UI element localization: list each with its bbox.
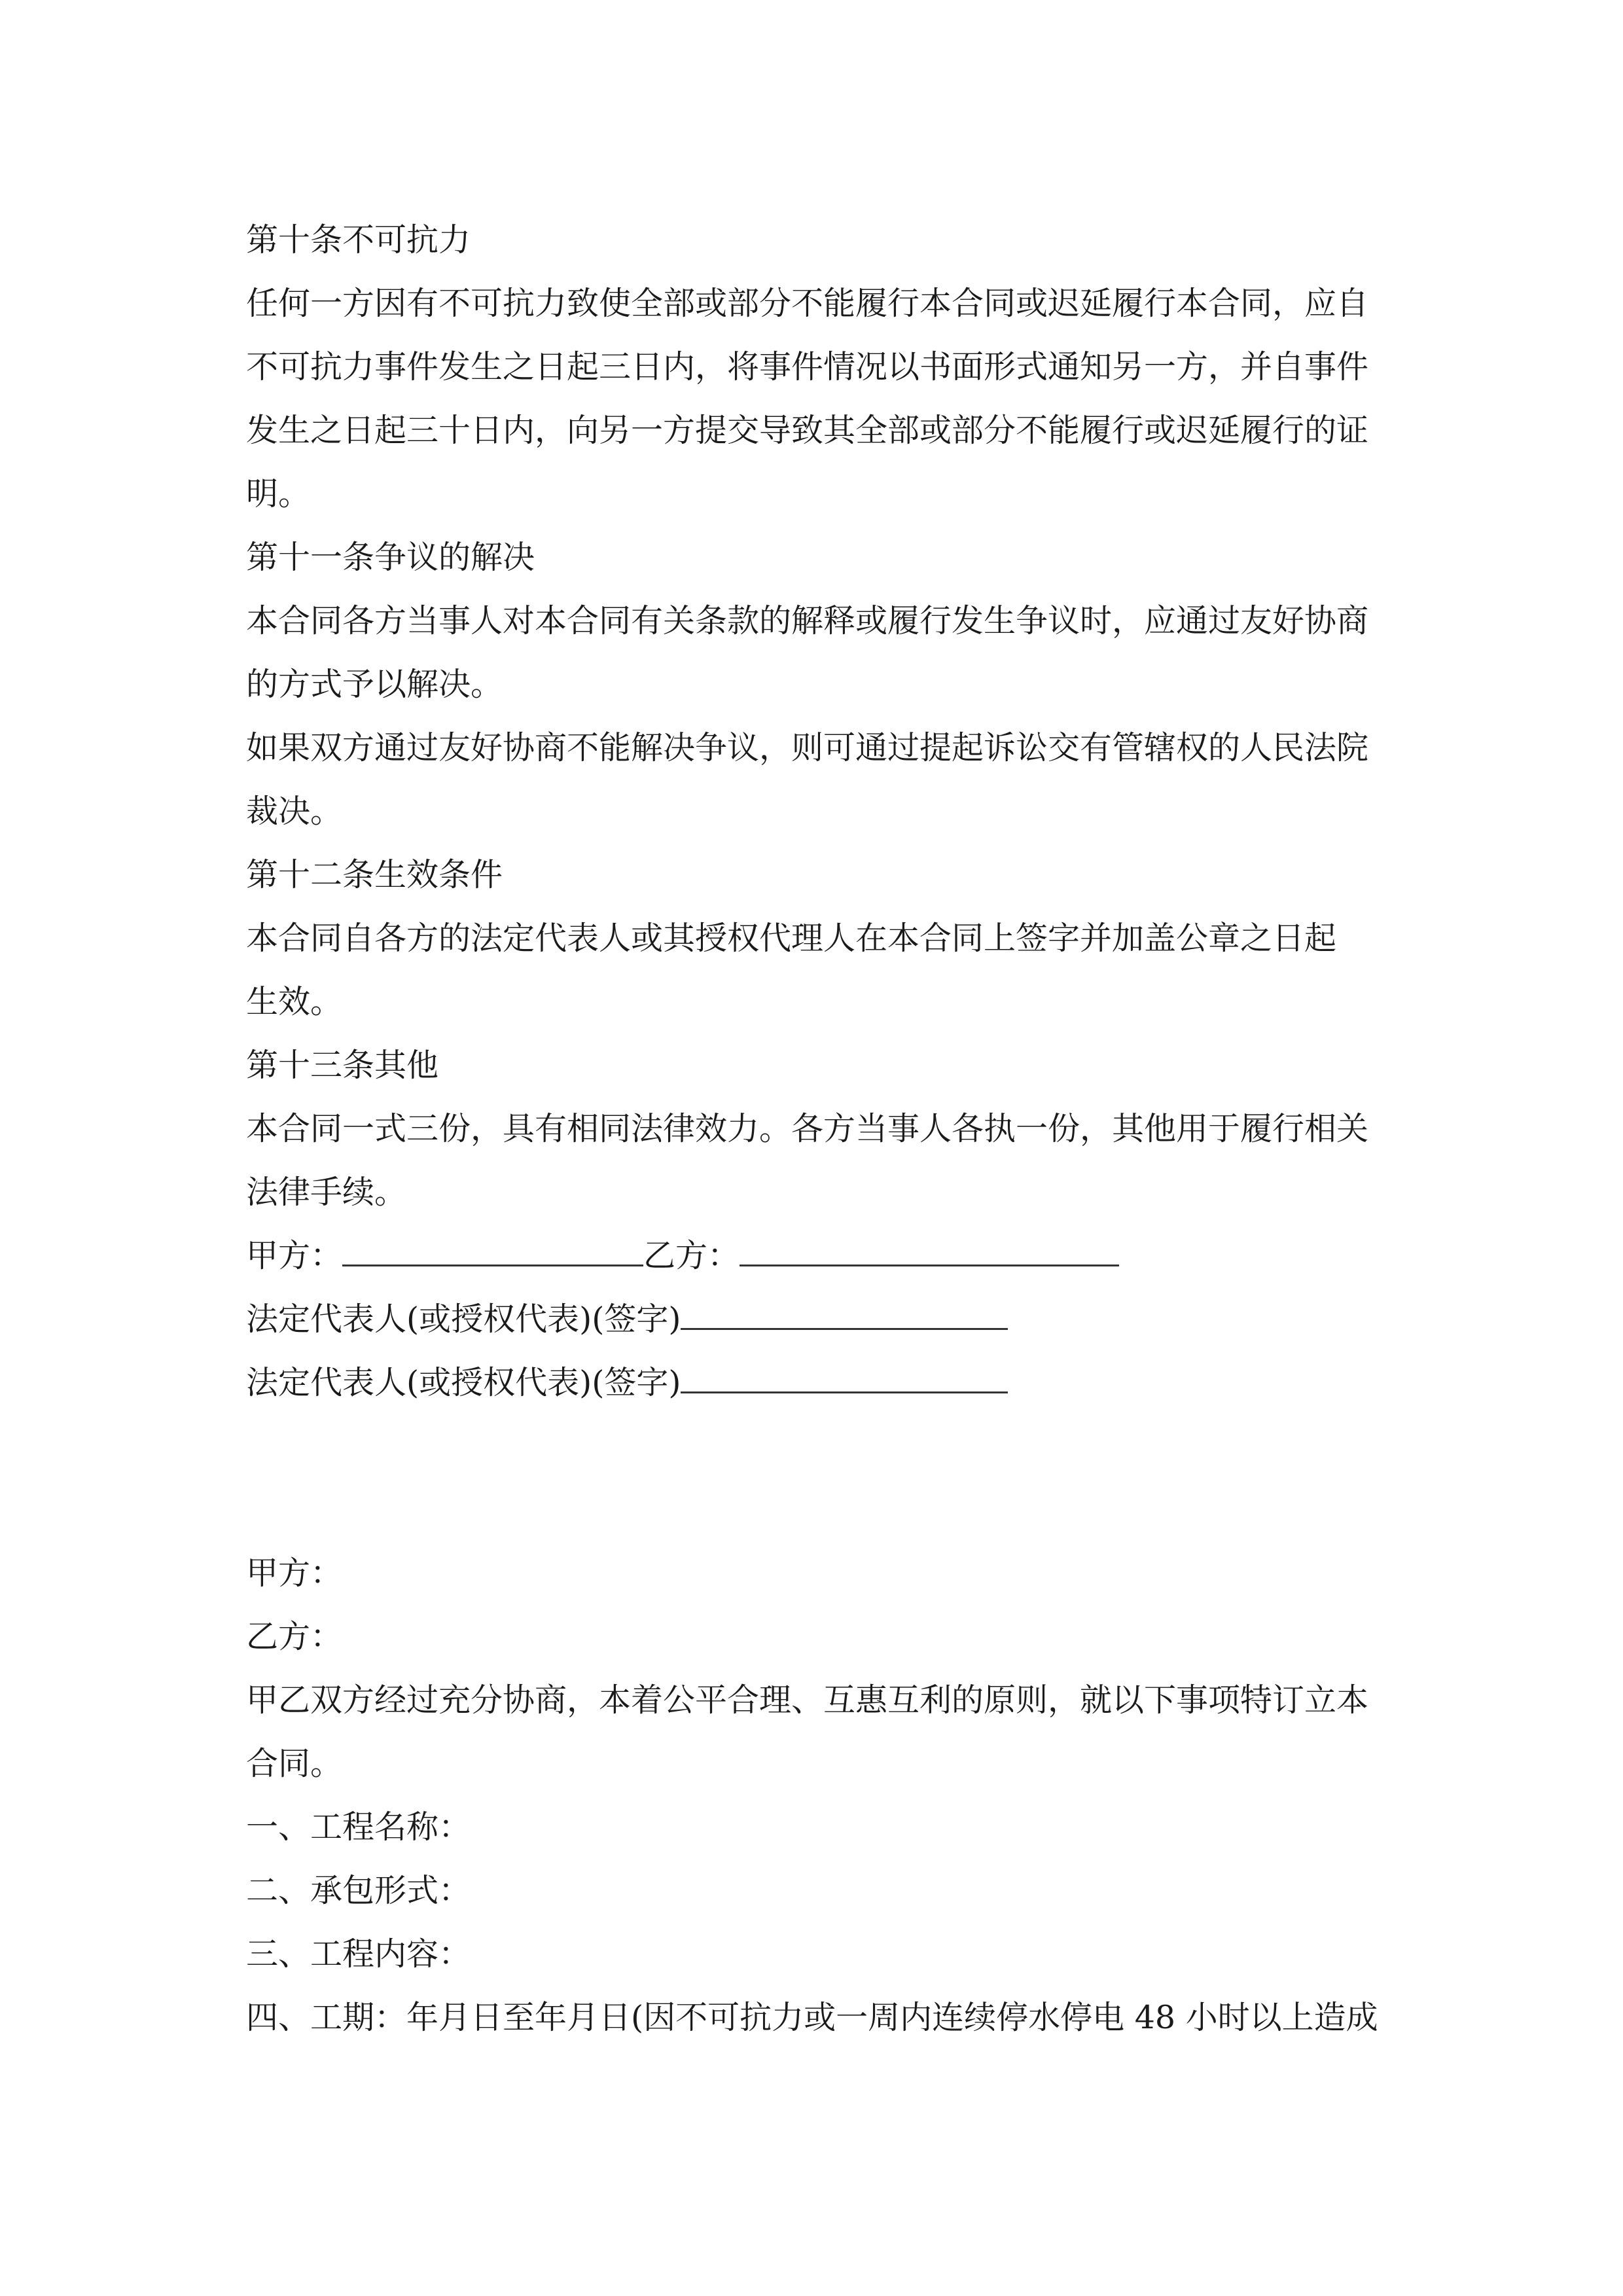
article-10-line-1: 任何一方因有不可抗力致使全部或部分不能履行本合同或迟延履行本合同，应自 [246,285,1369,322]
contract2-item-1: 一、工程名称： [246,1808,471,1846]
article-11-heading: 第十一条争议的解决 [246,539,535,576]
document-body [246,208,1385,2049]
rep-blank-1 [681,1297,1008,1330]
article-11-line-1: 本合同各方当事人对本合同有关条款的解释或履行发生争议时，应通过友好协商 [246,602,1369,639]
contract2-item-2: 二、承包形式： [246,1872,471,1909]
article-13-heading: 第十三条其他 [246,1047,439,1084]
section-gap [246,1414,1385,1541]
party-a-blank [342,1233,643,1266]
rep-label-2: 法定代表人(或授权代表)(签字) [246,1364,681,1401]
article-12-line-2: 生效。 [246,983,343,1020]
article-10-line-4: 明。 [246,475,311,512]
signature-rep-row-2 [246,1351,1385,1414]
signature-parties-row [246,1224,1385,1287]
article-10-line-3: 发生之日起三十日内，向另一方提交导致其全部或部分不能履行或迟延履行的证 [246,412,1369,449]
article-11-line-4: 裁决。 [246,793,343,830]
article-12-line-1: 本合同自各方的法定代表人或其授权代理人在本合同上签字并加盖公章之日起 [246,920,1337,957]
party-a-label: 甲方： [246,1237,343,1274]
article-13-line-1: 本合同一式三份，具有相同法律效力。各方当事人各执一份，其他用于履行相关 [246,1110,1369,1147]
party-b-blank [740,1233,1119,1266]
contract2-party-b: 乙方： [246,1618,343,1655]
contract2-intro-line-2: 合同。 [246,1745,343,1782]
article-10-heading: 第十条不可抗力 [246,221,471,259]
party-b-label: 乙方： [643,1237,740,1274]
signature-rep-row-1 [246,1287,1385,1351]
contract2-intro-line-1: 甲乙双方经过充分协商，本着公平合理、互惠互利的原则，就以下事项特订立本 [246,1681,1369,1719]
contract2-item-3: 三、工程内容： [246,1935,471,1973]
article-13-line-2: 法律手续。 [246,1174,407,1211]
article-11-line-2: 的方式予以解决。 [246,666,503,703]
contract2-party-a: 甲方： [246,1554,343,1592]
rep-blank-2 [681,1360,1008,1393]
contract2-item-4: 四、工期：年月日至年月日(因不可抗力或一周内连续停水停电 48 小时以上造成 [246,1999,1378,2036]
article-11-line-3: 如果双方通过友好协商不能解决争议，则可通过提起诉讼交有管辖权的人民法院 [246,729,1369,766]
article-10-line-2: 不可抗力事件发生之日起三日内，将事件情况以书面形式通知另一方，并自事件 [246,348,1369,386]
article-12-heading: 第十二条生效条件 [246,856,503,893]
rep-label-1: 法定代表人(或授权代表)(签字) [246,1300,681,1338]
